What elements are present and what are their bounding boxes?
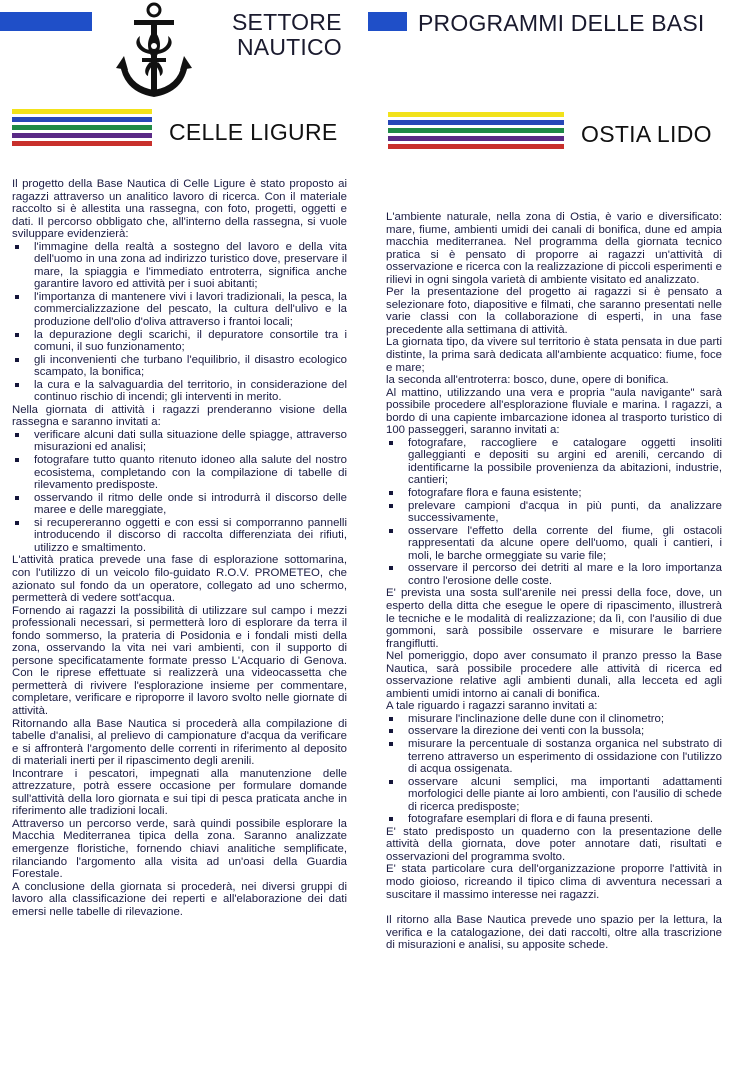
paragraph: A tale riguardo i ragazzi saranno invitati a:: [386, 700, 598, 713]
list-item: fotografare flora e fauna esistente;: [386, 487, 722, 500]
list-item: fotografare, raccogliere e catalogare oggetti insoliti galleggianti e depositi su argini ed arenili, cercando di identificarne la possibile provenienza da abitazioni, industrie, cantieri;: [386, 437, 722, 487]
place-title-right: OSTIA LIDO: [581, 121, 712, 147]
bullet-list: [386, 713, 722, 826]
list-item: misurare la percentuale di sostanza organica nel substrato di terreno attraverso un esperimento di ossidazione con l'utilizzo di acqua ossigenata.: [386, 738, 722, 776]
list-item: fotografare esemplari di flora e di fauna presenti.: [386, 813, 722, 826]
stripe-green: [12, 125, 152, 130]
paragraph: L'ambiente naturale, nella zona di Ostia, è vario e diversificato: mare, fiume, ambienti umidi dei canali di bonifica, dune ed ampia macchia mediterranea. Nel programma della giornata tecnico pratica si è pensato di proporre ai ragazzi un'attività di osservazione e ricerca con la realizzazione di piccoli esperimenti e rilievi in ogni singola varietà di ambiente visitato ed analizzato.: [386, 211, 722, 286]
list-item: l'importanza di mantenere vivi i lavori tradizionali, la pesca, la commercializzazione del pescato, la cultura dell'ulivo e la produzione dell'olio d'oliva attraverso i frantoi locali;: [12, 291, 347, 329]
paragraph: Per la presentazione del progetto ai ragazzi si è pensato a selezionare foto, diapositive e filmati, che saranno presentati nelle varie classi con la collaborazione di esperti, in una fase precedente alla settimana di attività.: [386, 286, 722, 336]
place-title-left: CELLE LIGURE: [169, 119, 338, 145]
stripe-red: [388, 144, 564, 149]
paragraph: Il progetto della Base Nautica di Celle Ligure è stato proposto ai ragazzi attraverso un analitico lavoro di ricerca. Con il materiale raccolto si è allestita una rassegna, con foto, progetti, oggetti e dati. Il percorso obbligato che, all'interno della rassegna, si vuole sviluppare evidenzierà:: [12, 178, 347, 241]
stripe-purple: [388, 136, 564, 141]
list-item: fotografare tutto quanto ritenuto idoneo alla salute del nostro ecosistema, completando con la compilazione di tabelle di rilevamento predisposte.: [12, 454, 347, 492]
stripe-purple: [12, 133, 152, 138]
paragraph: E' stato predisposto un quaderno con la presentazione delle attività della giornata, dove poter annotare dati, risultati e osservazioni del programma svolto.: [386, 825, 722, 863]
color-stripes-left: [12, 109, 152, 149]
stripe-yellow: [388, 112, 564, 117]
list-item: la cura e la salvaguardia del territorio, in considerazione del continuo rischio di incendi; gli interventi in merito.: [12, 379, 347, 404]
list-item: osservare la direzione dei venti con la bussola;: [386, 725, 722, 738]
stripe-blue: [12, 117, 152, 122]
list-item: misurare l'inclinazione delle dune con il clinometro;: [386, 713, 722, 726]
paragraph: Il ritorno alla Base Nautica prevede uno spazio per la lettura, la verifica e la catalogazione, dei dati raccolti, oltre alla trascrizione di misurazioni e analisi, su apposite schede.: [386, 914, 722, 952]
list-item: l'immagine della realtà a sostegno del lavoro e della vita dell'uomo in una zona ad indirizzo turistico dove, preservare il mare, la spiaggia e l'immediato entroterra, significa anche garantire lavoro ed attività per i suoi abitanti;: [12, 241, 347, 291]
header-title-right: PROGRAMMI DELLE BASI: [418, 10, 705, 36]
logo: [114, 2, 194, 102]
header-title-left: [232, 10, 342, 60]
list-item: osservare alcuni semplici, ma importanti adattamenti morfologici delle piante ai loro ambienti, con l'ausilio di schede di ricerca predisposte;: [386, 776, 722, 814]
list-item: la depurazione degli scarichi, il depuratore consortile tra i comuni, il suo funzionamento;: [12, 329, 347, 354]
paragraph: E' stata particolare cura dell'organizzazione proporre l'attività in modo gioioso, ricreando il tipico clima di avventura necessari a suscitare il massimo interesse nei ragazzi.: [386, 863, 722, 901]
stripe-green: [388, 128, 564, 133]
anchor-fleur-de-lis-icon: [114, 2, 194, 102]
list-item: osservare il percorso dei detriti al mare e la loro importanza contro l'erosione delle coste.: [386, 562, 722, 587]
right-column-text: [386, 211, 722, 952]
bullet-list: [386, 437, 722, 588]
bullet-list: [12, 241, 347, 404]
list-item: prelevare campioni d'acqua in più punti, da analizzare successivamente,: [386, 500, 722, 525]
paragraph: Attraverso un percorso verde, sarà quindi possibile esplorare la Macchia Mediterranea tipica della zona. Saranno analizzate emergenze floristiche, fornendo chiavi analitiche semplificate, rilanciando l'argomento alla visita ad un'oasi della Guardia Forestale.: [12, 817, 347, 881]
right-header-blue-bar: [368, 12, 407, 31]
list-item: si recupereranno oggetti e con essi si comporranno pannelli introducendo il discorso di raccolta differenziata dei rifiuti, utilizzo e smaltimento.: [12, 517, 347, 555]
paragraph: A conclusione della giornata si procederà, nei diversi gruppi di lavoro alla classificazione dei reperti e all'elaborazione dei dati emersi nelle tabelle di rilevazione.: [12, 880, 347, 918]
header-title-line1: SETTORE: [232, 9, 342, 35]
paragraph: la seconda all'entroterra: bosco, dune, opere di bonifica.: [386, 374, 669, 387]
paragraph: Ritornando alla Base Nautica si procederà alla compilazione di tabelle d'analisi, al prelievo di campionature d'acqua da verificare e si affronterà l'argomento delle correnti in riferimento al deposito di materiali inerti per il ripascimento degli arenili.: [12, 717, 347, 768]
header-title-line2: NAUTICO: [237, 34, 342, 60]
paragraph: E' prevista una sosta sull'arenile nei pressi della foce, dove, un esperto della ditta che esegue le opere di ripascimento, illustrerà le tecniche e le modalità di realizzazione; da lì, con l'ausilio di due gommoni, sarà possibile osservare e misurare le barriere frangiflutti.: [386, 587, 722, 650]
paragraph: La giornata tipo, da vivere sul territorio è stata pensata in due parti distinte, la prima sarà dedicata all'ambiente acquatico: fiume, foce e mare;: [386, 336, 722, 374]
color-stripes-right: [388, 112, 564, 152]
paragraph: Al mattino, utilizzando una vera e propria "aula navigante" sarà possibile procedere all'esplorazione fluviale e marina. I ragazzi, a bordo di una capiente imbarcazione idonea al trasporto turistico di 100 passeggeri, saranno invitati a:: [386, 386, 722, 437]
list-item: osservare l'effetto della corrente del fiume, gli ostacoli rappresentati da alcune opere dell'uomo, quali i cantieri, i moli, le barche ormeggiate su varie file;: [386, 525, 722, 563]
paragraph: Fornendo ai ragazzi la possibilità di utilizzare sul campo i mezzi professionali necessari, si permetterà loro di esplorare da terra il fondo sommerso, la prateria di Posidonia e i fondali misti della zona, osservando la vita nei vari ambienti, con il supporto di persone specificatamente formate presso L'Acquario di Genova. Con le riprese effettuate si realizzerà una videocassetta che permetterà di rivivere l'esplorazione insieme per commentare, completare, verificare e riproporre il lavoro svolto nelle giornate di attività.: [12, 604, 347, 717]
list-item: verificare alcuni dati sulla situazione delle spiagge, attraverso misurazioni ed analisi;: [12, 429, 347, 454]
stripe-yellow: [12, 109, 152, 114]
paragraph: Nel pomeriggio, dopo aver consumato il pranzo presso la Base Nautica, sarà possibile procedere alle attività di ricerca ed osservazione relative agli ambienti dunali, alla lecceta ed agli ambienti umidi intorno ai canali di bonifica.: [386, 650, 722, 700]
left-column-text: [12, 178, 347, 918]
list-item: gli inconvenienti che turbano l'equilibrio, il disastro ecologico scampato, la bonifica;: [12, 354, 347, 379]
paragraph: L'attività pratica prevede una fase di esplorazione sottomarina, con l'utilizzo di un veicolo filo-guidato R.O.V. PROMETEO, che azionato sul fondo da un operatore, collegato ad uno schermo, permetterà di vedere sott'acqua.: [12, 554, 347, 605]
list-item: osservando il ritmo delle onde si introdurrà il discorso delle maree e delle mareggiate,: [12, 492, 347, 517]
left-header-blue-bar: [0, 12, 92, 31]
bullet-list: [12, 429, 347, 554]
stripe-blue: [388, 120, 564, 125]
paragraph: Nella giornata di attività i ragazzi prenderanno visione della rassegna e saranno invitati a:: [12, 403, 347, 429]
paragraph: Incontrare i pescatori, impegnati alla manutenzione delle attrezzature, potrà essere occasione per formulare domande sull'attività della loro giornata e sui tipi di pesca praticata anche in riferimento alle tradizioni locali.: [12, 767, 347, 818]
stripe-red: [12, 141, 152, 146]
